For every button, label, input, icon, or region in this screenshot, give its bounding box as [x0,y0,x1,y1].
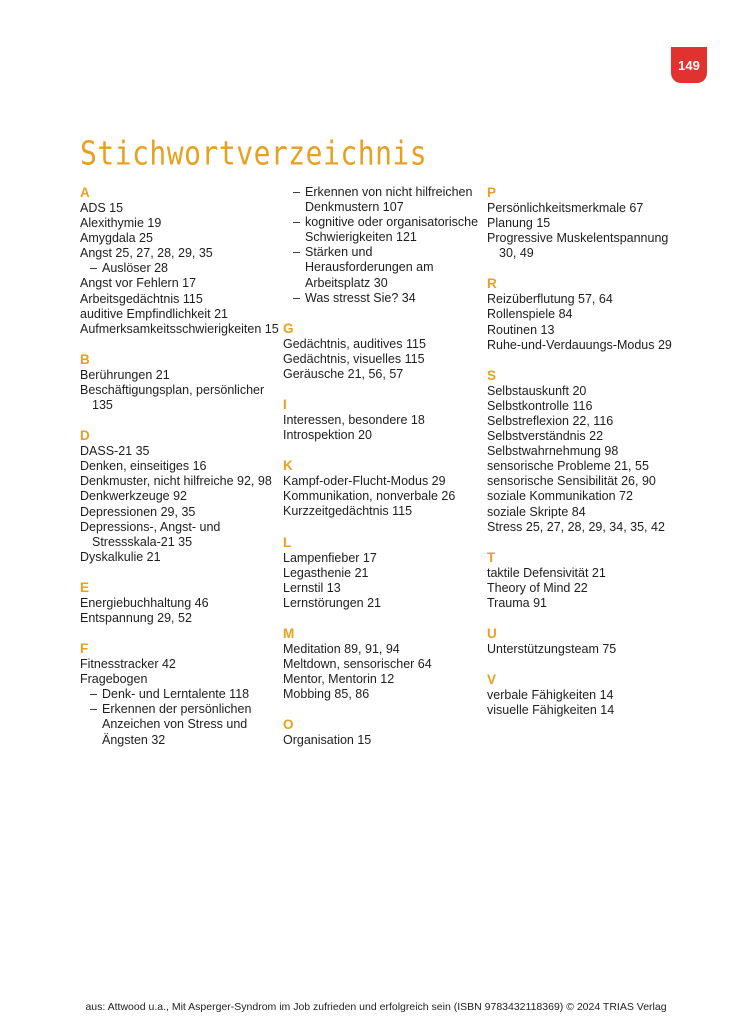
index-subentry [80,687,280,702]
entry-text: Alexithymie 19 [80,216,162,231]
section-letter: P [487,185,497,200]
entry-text: Auslöser 28 [102,261,169,276]
subentry-dash: – [293,215,300,230]
index-section [283,626,483,702]
index-entry [283,413,483,428]
index-entry [487,338,687,353]
index-entry [487,444,687,459]
entry-text: Depressionen 29, 35 [80,504,196,519]
entry-text: Rollenspiele 84 [487,307,573,322]
entry-text: Reizüberflutung 57, 64 [487,292,613,307]
index-entry [80,322,280,337]
index-entry [80,292,280,307]
index-entry [487,201,687,216]
index-section [283,458,483,519]
index-entry [487,489,687,504]
entry-text: Selbstauskunft 20 [487,383,587,398]
source-footer: aus: Attwood u.a., Mit Asperger-Syndrom im Job zufrieden und erfolgreich sein (ISBN 9783432118369) © 2024 TRIAS Verlag [85,1001,667,1013]
page-number-badge: 149 [671,47,707,83]
entry-text: Arbeitsgedächtnis 115 [80,291,203,306]
section-letter: F [80,641,89,657]
index-entry [487,216,687,231]
index-entry [80,444,280,459]
section-letter: S [487,367,497,383]
index-entry [487,688,687,703]
index-subentry [283,215,483,245]
index-entry [283,687,483,702]
index-column-3 [487,185,687,733]
index-entry [80,550,280,565]
index-entry [487,596,687,611]
index-entry [80,231,280,246]
index-entry [80,216,280,231]
index-section [80,352,280,413]
section-letter: D [80,428,90,444]
entry-text: Gedächtnis, auditives 115 [283,336,426,351]
index-subentry [283,245,483,290]
index-section [487,185,687,261]
index-entry [283,581,483,596]
index-entry [487,581,687,596]
index-entry [80,276,280,291]
entry-text: Introspektion 20 [283,428,372,443]
index-entry [487,566,687,581]
entry-text: Unterstützungsteam 75 [487,641,617,656]
index-entry [283,672,483,687]
entry-text: kognitive oder organisatorische Schwierigkeiten 121 [305,215,479,245]
entry-text: Gedächtnis, visuelles 115 [283,351,425,366]
section-letter: A [80,185,90,200]
entry-text: Denken, einseitiges 16 [80,459,207,474]
index-entry [80,657,280,672]
subentry-dash: – [293,290,300,305]
entry-text: Meltdown, sensorischer 64 [283,656,432,671]
section-letter: R [487,276,497,292]
entry-text: Lampenfieber 17 [283,550,377,565]
index-entry [283,733,483,748]
index-section [487,626,687,657]
entry-text: Beschäftigungsplan, persönlicher 135 [80,382,265,413]
index-entry [283,504,483,519]
index-entry [80,201,280,216]
subentry-dash: – [90,702,97,717]
entry-text: Angst 25, 27, 28, 29, 35 [80,246,213,261]
index-entry [283,489,483,504]
index-entry [80,489,280,504]
index-entry [80,459,280,474]
entry-text: Selbstverständnis 22 [487,429,604,444]
entry-text: Planung 15 [487,216,551,231]
section-letter: B [80,351,90,367]
subentry-dash: – [90,687,97,702]
index-entry [283,551,483,566]
entry-text: Dyskalkulie 21 [80,549,161,564]
entry-text: taktile Defensivität 21 [487,565,606,580]
entry-text: Selbstkontrolle 116 [487,398,593,413]
index-entry [487,323,687,338]
entry-text: Lernstil 13 [283,580,341,595]
entry-text: soziale Skripte 84 [487,504,586,519]
entry-text: Meditation 89, 91, 94 [283,641,400,656]
index-entry [80,307,280,322]
entry-text: Kommunikation, nonverbale 26 [283,489,456,504]
index-entry [80,672,280,687]
entry-text: Amygdala 25 [80,231,153,246]
section-letter: I [283,397,287,413]
entry-text: Stärken und Herausforderungen am Arbeitsplatz 30 [305,245,434,290]
index-entry [80,596,280,611]
entry-text: DASS-21 35 [80,444,150,459]
index-entry [283,642,483,657]
entry-text: Erkennen der persönlichen Anzeichen von Stress und Ängsten 32 [102,702,252,747]
index-entry [487,474,687,489]
section-letter: V [487,672,497,688]
subentry-dash: – [293,245,300,260]
subentry-dash: – [90,261,97,276]
entry-text: Erkennen von nicht hilfreichen Denkmustern 107 [305,185,473,215]
index-column-2 [283,185,483,763]
index-section [80,428,280,565]
entry-text: Trauma 91 [487,595,547,610]
section-letter: U [487,625,497,641]
entry-text: sensorische Probleme 21, 55 [487,459,649,474]
entry-text: Geräusche 21, 56, 57 [283,366,404,381]
index-section [80,580,280,626]
index-section [283,717,483,748]
index-entry [80,383,280,413]
index-entry [80,505,280,520]
index-section [487,368,687,535]
entry-text: Angst vor Fehlern 17 [80,276,197,291]
section-letter: T [487,549,496,565]
index-entry [283,367,483,382]
index-section [487,276,687,352]
entry-text: Kampf-oder-Flucht-Modus 29 [283,474,446,489]
index-subentry [283,185,483,215]
index-entry [487,520,687,535]
section-letter: L [283,534,292,550]
entry-text: verbale Fähigkeiten 14 [487,688,614,703]
index-entry [283,566,483,581]
entry-text: Berührungen 21 [80,367,170,382]
entry-text: Progressive Muskelentspannung 30, 49 [487,231,669,261]
index-entry [283,352,483,367]
entry-text: Depressions-, Angst- und Stressskala-21 35 [80,519,221,549]
entry-text: Theory of Mind 22 [487,580,588,595]
entry-text: Kurzzeitgedächtnis 115 [283,504,413,519]
index-entry [487,384,687,399]
index-entry [487,429,687,444]
entry-text: Mentor, Mentorin 12 [283,672,395,687]
index-entry [487,414,687,429]
index-entry [487,505,687,520]
entry-text: Routinen 13 [487,322,555,337]
index-entry [80,246,280,261]
section-letter: K [283,458,293,474]
index-entry [80,474,280,489]
index-entry [487,307,687,322]
entry-text: sensorische Sensibilität 26, 90 [487,474,656,489]
index-entry [80,611,280,626]
entry-text: Aufmerksamkeitsschwierigkeiten 15 [80,321,279,336]
entry-text: Persönlichkeitsmerkmale 67 [487,201,644,215]
page-title: Stichwortverzeichnis [80,134,428,173]
index-section [80,641,280,748]
entry-text: Ruhe-und-Verdauungs-Modus 29 [487,337,672,352]
entry-text: Entspannung 29, 52 [80,610,192,625]
index-section [80,185,280,337]
index-subentry [283,291,483,306]
entry-text: soziale Kommunikation 72 [487,489,633,504]
index-entry [283,474,483,489]
index-section [283,321,483,382]
entry-text: Stress 25, 27, 28, 29, 34, 35, 42 [487,519,665,534]
entry-text: Fitnesstracker 42 [80,657,176,672]
entry-text: visuelle Fähigkeiten 14 [487,703,615,718]
index-column-1 [80,185,280,763]
entry-text: Organisation 15 [283,733,372,748]
index-subentry [80,702,280,747]
index-entry [487,399,687,414]
index-entry [283,428,483,443]
entry-text: Was stresst Sie? 34 [305,290,416,305]
entry-text: Energiebuchhaltung 46 [80,595,209,610]
section-letter: O [283,717,294,733]
entry-text: Denkmuster, nicht hilfreiche 92, 98 [80,474,272,489]
entry-text: Lernstörungen 21 [283,595,381,610]
index-section [283,535,483,611]
index-entry [283,657,483,672]
index-entry [80,368,280,383]
entry-text: Interessen, besondere 18 [283,413,425,428]
index-entry [283,596,483,611]
entry-text: Mobbing 85, 86 [283,687,370,702]
entry-text: Selbstwahrnehmung 98 [487,444,619,459]
entry-text: Denk- und Lerntalente 118 [102,687,250,702]
section-letter: M [283,625,295,641]
index-section [283,397,483,443]
section-letter: G [283,320,294,336]
entry-text: ADS 15 [80,201,124,215]
index-entry [487,703,687,718]
index-entry [487,459,687,474]
entry-text: Legasthenie 21 [283,565,369,580]
index-section [487,672,687,718]
entry-text: Fragebogen [80,672,148,687]
index-section [283,185,483,306]
subentry-dash: – [293,185,300,199]
index-entry [487,231,687,261]
index-subentry [80,261,280,276]
entry-text: Selbstreflexion 22, 116 [487,413,614,428]
index-entry [487,642,687,657]
index-entry [80,520,280,550]
index-entry [283,337,483,352]
entry-text: auditive Empfindlichkeit 21 [80,306,228,321]
index-entry [487,292,687,307]
section-letter: E [80,579,90,595]
entry-text: Denkwerkzeuge 92 [80,489,188,504]
index-section [487,550,687,611]
